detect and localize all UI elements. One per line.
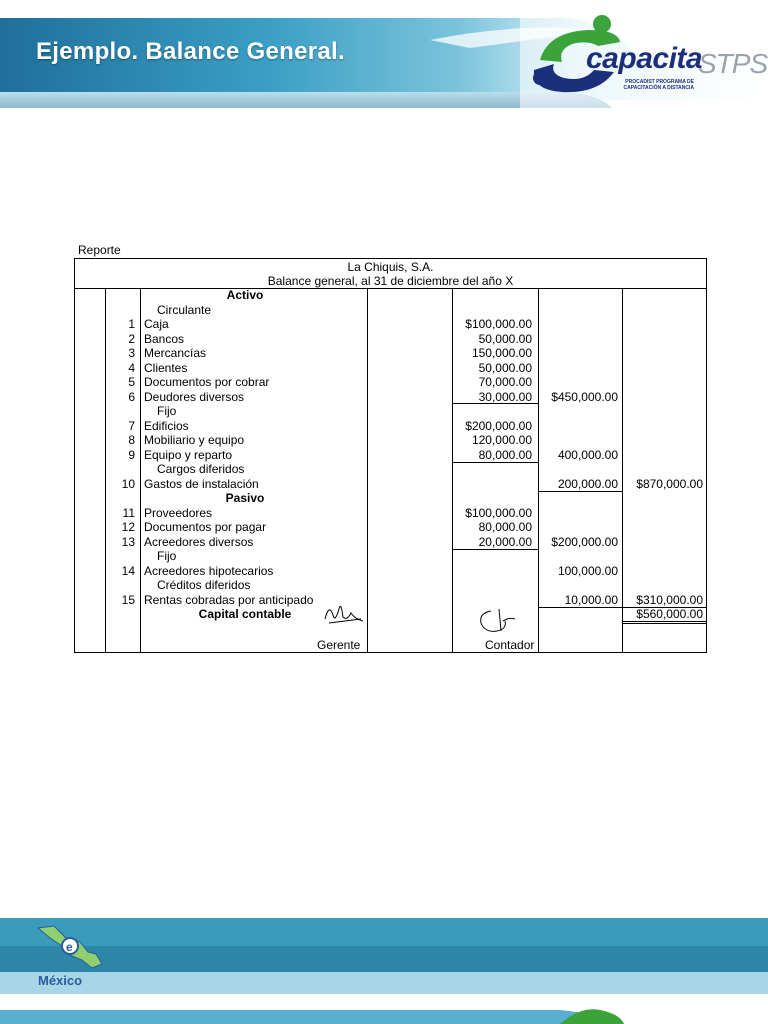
logo-wordmark: capacita: [586, 42, 703, 75]
table-row: [75, 375, 706, 390]
row-concept: Documentos por pagar: [144, 520, 267, 534]
table-row: [75, 535, 706, 550]
row-number: 12: [121, 520, 135, 534]
row-number: 10: [121, 476, 135, 491]
manager-label: Gerente: [317, 638, 361, 652]
row-concept: Mobiliario y equipo: [144, 433, 245, 447]
row-number: 4: [128, 360, 135, 375]
row-amount-subtotal: $450,000.00: [551, 389, 618, 404]
table-row: [75, 448, 706, 463]
row-concept: Gastos de instalación: [144, 476, 259, 491]
row-concept: Acreedores hipotecarios: [144, 563, 274, 578]
row-amount-subtotal: 200,000.00: [557, 476, 618, 491]
row-number: 7: [128, 418, 135, 433]
row-amount-detail: 50,000.00: [478, 331, 532, 346]
row-number: 8: [128, 433, 135, 447]
logo-agency: STPS: [698, 48, 768, 79]
table-row: [75, 317, 706, 332]
row-amount-detail: $100,000.00: [465, 505, 532, 520]
row-amount-subtotal: 400,000.00: [557, 447, 618, 462]
row-amount-detail: $200,000.00: [465, 418, 532, 433]
total-rule: [622, 623, 707, 624]
row-amount-total: $310,000.00: [636, 592, 703, 607]
report-subtitle: Balance general, al 31 de diciembre del año X: [267, 274, 514, 288]
table-row: [75, 332, 706, 347]
row-concept: Equipo y reparto: [144, 447, 233, 462]
row-concept: Documentos por cobrar: [144, 375, 270, 389]
row-amount-detail: 30,000.00: [478, 389, 532, 404]
row-number: 11: [122, 505, 135, 520]
company-name: La Chiquis, S.A.: [347, 260, 434, 274]
slide-footer: [0, 918, 768, 1024]
accountant-label: Contador: [485, 638, 535, 652]
table-row: [75, 288, 706, 303]
row-number: 6: [128, 389, 135, 404]
row-number: 14: [121, 563, 135, 578]
table-row: [75, 491, 706, 506]
row-number: 15: [121, 592, 135, 607]
row-concept: Circulante: [157, 302, 212, 317]
row-concept: Fijo: [157, 404, 177, 418]
capacita-logo: [528, 12, 768, 98]
row-concept: Edificios: [144, 418, 189, 433]
row-amount-detail: 70,000.00: [478, 375, 532, 389]
row-concept: Rentas cobradas por anticipado: [144, 592, 314, 607]
row-amount-subtotal: $200,000.00: [551, 534, 618, 549]
row-amount-subtotal: 100,000.00: [557, 563, 618, 578]
table-row: [75, 578, 706, 593]
row-concept: Activo: [226, 288, 264, 302]
row-concept: Acreedores diversos: [144, 534, 254, 549]
table-row: [75, 419, 706, 434]
row-number: 13: [121, 534, 135, 549]
slide-title: Ejemplo. Balance General.: [36, 38, 345, 65]
row-amount-detail: 120,000.00: [471, 433, 532, 447]
row-concept: Cargos diferidos: [157, 462, 245, 476]
row-concept: Fijo: [157, 549, 177, 563]
row-concept: Deudores diversos: [144, 389, 245, 404]
row-number: 3: [128, 346, 135, 360]
row-concept: Créditos diferidos: [157, 578, 251, 592]
row-amount-detail: 80,000.00: [478, 520, 532, 534]
svg-text:e: e: [66, 940, 73, 954]
row-amount-subtotal: 10,000.00: [564, 592, 618, 607]
table-row: [75, 361, 706, 376]
row-amount-total: $870,000.00: [636, 476, 703, 491]
table-row: [75, 462, 706, 477]
row-number: 2: [128, 331, 135, 346]
manager-signature: [321, 597, 365, 627]
accountant-signature: [477, 607, 517, 637]
table-row: [75, 346, 706, 361]
row-amount-detail: 80,000.00: [478, 447, 532, 462]
table-row: [75, 477, 706, 492]
row-number: 9: [128, 447, 135, 462]
row-concept: Bancos: [144, 331, 185, 346]
row-number: 1: [128, 317, 135, 331]
row-amount-total: $560,000.00: [636, 607, 703, 621]
table-row: [75, 549, 706, 564]
table-row: [75, 303, 706, 318]
row-number: 5: [128, 375, 135, 389]
table-row: [75, 390, 706, 405]
table-row: [75, 520, 706, 535]
mexico-map-icon: [36, 924, 106, 974]
row-concept: Capital contable: [198, 607, 292, 621]
table-row: [75, 564, 706, 579]
row-concept: Pasivo: [225, 491, 265, 505]
balance-sheet-table: [74, 258, 707, 653]
table-row: [75, 404, 706, 419]
row-concept: Proveedores: [144, 505, 213, 520]
row-amount-detail: $100,000.00: [465, 317, 532, 331]
table-row: [75, 433, 706, 448]
mexico-label: México: [38, 973, 83, 988]
table-row: [75, 593, 706, 608]
row-amount-detail: 150,000.00: [471, 346, 532, 360]
footer-band: [0, 918, 768, 1024]
row-concept: Clientes: [144, 360, 188, 375]
report-caption: Reporte: [78, 243, 121, 257]
table-row: [75, 506, 706, 521]
logo-tagline: PROCADIST PROGRAMA DE CAPACITACIÓN A DISTANCIA: [623, 79, 694, 91]
row-concept: Caja: [144, 317, 169, 331]
row-amount-detail: 20,000.00: [478, 534, 532, 549]
table-row: [75, 607, 706, 622]
slide-header: [0, 0, 768, 112]
row-amount-detail: 50,000.00: [478, 360, 532, 375]
row-concept: Mercancías: [144, 346, 207, 360]
